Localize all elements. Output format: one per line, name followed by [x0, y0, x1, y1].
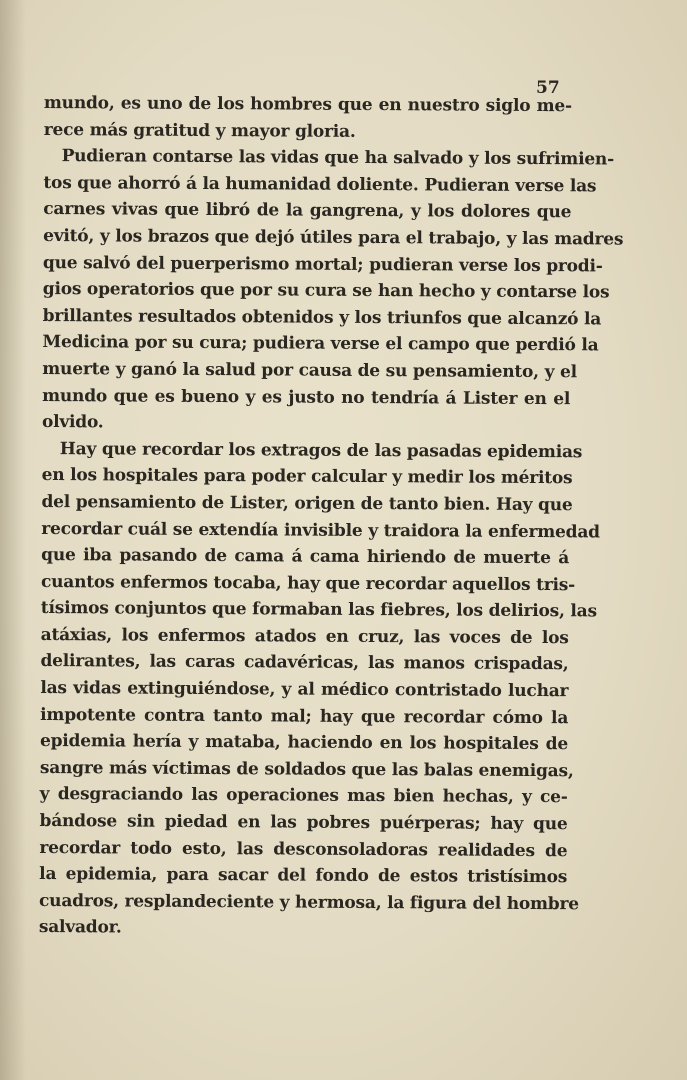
text-line: mundo, es uno de los hombres que en nuestro siglo me-	[43, 92, 572, 117]
text-line: Pudieran contarse las vidas que ha salvado y los sufrimien-	[61, 146, 615, 170]
text-line: las vidas extinguiéndose, y al médico contristado luchar	[40, 678, 569, 702]
page-edge-shadow	[0, 0, 26, 1080]
text-line: evitó, y los brazos que dejó útiles para el trabajo, y las madres	[43, 225, 624, 250]
text-line: salvador.	[38, 917, 122, 938]
text-line: cuadros, resplandeciente y hermosa, la figura del hombre	[38, 890, 579, 915]
text-line: carnes vivas que libró de la gangrena, y los dolores que	[43, 199, 572, 223]
text-line: atáxias, los enfermos atados en cruz, las voces de los	[40, 624, 569, 649]
text-line: que iba pasando de cama á cama hiriendo de muerte á	[41, 545, 570, 569]
text-line: que salvó del puerperismo mortal; pudieran verse los prodi-	[42, 252, 603, 276]
text-line: Hay que recordar los extragos de las pasadas epidemias	[59, 438, 583, 463]
text-line: epidemia hería y mataba, haciendo en los hospitales de	[39, 731, 569, 755]
text-line: rece más gratitud y mayor gloria.	[43, 119, 356, 142]
text-line: impotente contra tanto mal; hay que recordar cómo la	[40, 704, 569, 728]
text-line: muerte y ganó la salud por causa de su pensamiento, y el	[42, 358, 577, 383]
page-number: 57	[536, 78, 560, 98]
text-line: y desgraciando las operaciones mas bien hechas, y ce-	[39, 784, 568, 808]
text-line: recordar todo esto, las desconsoladoras realidades de	[39, 837, 568, 861]
text-line: delirantes, las caras cadavéricas, las manos crispadas,	[40, 651, 569, 675]
text-line: sangre más víctimas de soldados que las balas enemigas,	[39, 757, 574, 782]
text-line: olvido.	[41, 412, 104, 433]
text-line: cuantos enfermos tocaba, hay que recordar aquellos tris-	[40, 571, 576, 595]
text-line: tos que ahorró á la humanidad doliente. Pudieran verse las	[43, 172, 597, 197]
text-line: del pensamiento de Lister, origen de tanto bien. Hay que	[41, 491, 573, 516]
text-line: en los hospitales para poder calcular y medir los méritos	[41, 465, 573, 489]
text-line: brillantes resultados obtenidos y los triunfos que alcanzó la	[42, 305, 602, 330]
text-line: recordar cuál se extendía invisible y traidora la enfermedad	[41, 518, 600, 542]
text-line: la epidemia, para sacar del fondo de estos tristísimos	[39, 864, 568, 888]
text-line: tísimos conjuntos que formaban las fiebres, los delirios, las	[40, 598, 597, 622]
text-line: bándose sin piedad en las pobres puérperas; hay que	[39, 811, 568, 835]
body-text	[38, 90, 624, 944]
text-line: mundo que es bueno y es justo no tendría á Lister en el	[42, 385, 571, 409]
text-line: Medicina por su cura; pudiera verse el campo que perdió la	[42, 332, 599, 356]
text-line: gios operatorios que por su cura se han hecho y contarse los	[42, 279, 610, 303]
